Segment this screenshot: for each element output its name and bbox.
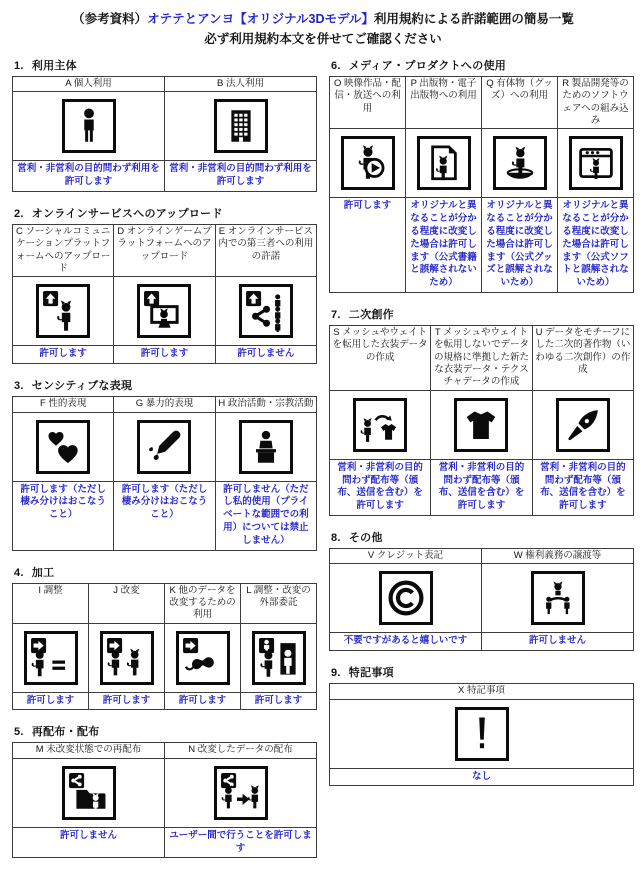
software-window-icon bbox=[569, 136, 623, 190]
section-7 bbox=[329, 306, 634, 516]
section-title: センシティブな表現 bbox=[31, 380, 133, 393]
cell-p-icon-cell bbox=[406, 129, 482, 198]
cell-w-icon-cell bbox=[482, 564, 634, 633]
podium-speaker-icon bbox=[239, 420, 293, 474]
cell-i-permission: 許可します bbox=[13, 692, 89, 710]
section-5 bbox=[12, 723, 317, 858]
share-transfer-icon bbox=[214, 766, 268, 820]
cell-n-header: N 改変したデータの配布 bbox=[165, 743, 317, 758]
publication-page-icon bbox=[417, 136, 471, 190]
modify-avatars-icon bbox=[100, 631, 154, 685]
video-play-icon bbox=[341, 136, 395, 190]
section-title: 再配布・配布 bbox=[31, 726, 100, 739]
cell-f-permission: 許可します（ただし棲み分けはおこなうこと） bbox=[13, 481, 114, 550]
section-number: 9. bbox=[331, 667, 341, 680]
cell-v-permission: 不要ですがあると嬉しいです bbox=[330, 633, 482, 651]
cell-p-permission: オリジナルと異なることが分かる程度に改変した場合は許可します（公式書籍と誤解されないため） bbox=[406, 198, 482, 293]
left-column bbox=[12, 57, 317, 871]
cell-w-header: W 権利義務の譲渡等 bbox=[482, 549, 634, 564]
share-folder-icon bbox=[62, 766, 116, 820]
section-number: 2. bbox=[14, 207, 24, 220]
cell-k-icon-cell bbox=[165, 623, 241, 692]
title-suffix: 利用規約による許諾範囲の簡易一覧 bbox=[373, 12, 574, 26]
cell-c-permission: 許可します bbox=[13, 346, 114, 364]
cell-h-header: H 政治活動・宗教活動 bbox=[215, 397, 316, 412]
right-column bbox=[329, 57, 634, 799]
section-heading bbox=[14, 57, 317, 73]
transfer-rights-icon bbox=[531, 571, 585, 625]
pen-nib-icon bbox=[556, 398, 610, 452]
section-number: 6. bbox=[331, 60, 341, 72]
cell-i-header: I 調整 bbox=[13, 583, 89, 623]
section-number: 3. bbox=[14, 380, 24, 393]
cell-d-header: D オンラインゲームプラットフォームへのアップロード bbox=[114, 224, 215, 276]
cell-v-icon-cell bbox=[330, 564, 482, 633]
cell-i-icon-cell bbox=[13, 623, 89, 692]
adjust-equal-icon bbox=[24, 631, 78, 685]
title-prefix: （参考資料） bbox=[72, 12, 148, 26]
upload-share-users-icon bbox=[239, 284, 293, 338]
person-icon bbox=[62, 99, 116, 153]
costume-reuse-icon bbox=[353, 398, 407, 452]
cell-u-permission: 営利・非営利の目的問わず配布等（頒布、送信を含む）を許可します bbox=[532, 459, 633, 515]
permission-table bbox=[12, 396, 317, 550]
cell-u-header: U データをモチーフにした二次的著作物（いわゆる二次創作）の作成 bbox=[532, 326, 633, 391]
section-title: オンラインサービスへのアップロード bbox=[31, 207, 223, 220]
knife-icon bbox=[137, 420, 191, 474]
section-title: 二次創作 bbox=[348, 309, 394, 322]
ribbon-modify-icon bbox=[176, 631, 230, 685]
cell-r-icon-cell bbox=[558, 129, 634, 198]
section-heading bbox=[14, 205, 317, 221]
cell-g-permission: 許可します（ただし棲み分けはおこなうこと） bbox=[114, 481, 215, 550]
upload-game-platform-icon bbox=[137, 284, 191, 338]
cell-l-permission: 許可します bbox=[241, 692, 317, 710]
cell-r-header: R 製品開発等のためのソフトウェアへの組み込み bbox=[558, 77, 634, 129]
section-number: 1. bbox=[14, 60, 24, 72]
section-heading bbox=[331, 529, 634, 545]
section-6 bbox=[329, 57, 634, 293]
cell-k-header: K 他のデータを改変するための利用 bbox=[165, 583, 241, 623]
section-title: メディア・プロダクトへの使用 bbox=[348, 60, 507, 72]
cell-j-icon-cell bbox=[89, 623, 165, 692]
cell-s-permission: 営利・非営利の目的問わず配布等（頒布、送信を含む）を許可します bbox=[330, 459, 431, 515]
upload-avatar-icon bbox=[36, 284, 90, 338]
cell-k-permission: 許可します bbox=[165, 692, 241, 710]
cell-b-permission: 営利・非営利の目的問わず利用を許可します bbox=[165, 161, 317, 192]
section-heading bbox=[14, 377, 317, 393]
cell-o-header: O 映像作品・配信・放送への利用 bbox=[330, 77, 406, 129]
cell-h-icon-cell bbox=[215, 412, 316, 481]
cell-b-icon-cell bbox=[165, 92, 317, 161]
cell-o-icon-cell bbox=[330, 129, 406, 198]
outsource-door-icon bbox=[252, 631, 306, 685]
section-title: その他 bbox=[348, 532, 383, 545]
cell-m-icon-cell bbox=[13, 758, 165, 827]
cell-b-header: B 法人利用 bbox=[165, 77, 317, 92]
section-heading bbox=[331, 306, 634, 322]
permission-table bbox=[12, 742, 317, 858]
title-highlight: オテテとアンヨ【オリジナル3Dモデル】 bbox=[147, 12, 374, 26]
section-1 bbox=[12, 57, 317, 192]
cell-m-permission: 許可しません bbox=[13, 827, 165, 858]
section-heading bbox=[14, 723, 317, 739]
section-number: 5. bbox=[14, 726, 24, 739]
cell-o-permission: 許可します bbox=[330, 198, 406, 293]
permission-table bbox=[329, 76, 634, 293]
cell-c-icon-cell bbox=[13, 277, 114, 346]
section-number: 4. bbox=[14, 566, 24, 579]
permission-table bbox=[329, 548, 634, 651]
section-title: 利用主体 bbox=[31, 60, 77, 72]
cell-j-header: J 改変 bbox=[89, 583, 165, 623]
cell-q-permission: オリジナルと異なることが分かる程度に改変した場合は許可します（公式グッズと誤解されないため） bbox=[482, 198, 558, 293]
permission-table bbox=[12, 583, 317, 711]
exclamation-icon bbox=[455, 707, 509, 761]
cell-d-permission: 許可します bbox=[114, 346, 215, 364]
section-title: 加工 bbox=[31, 566, 55, 579]
section-8 bbox=[329, 529, 634, 651]
cell-e-permission: 許可しません bbox=[215, 346, 316, 364]
office-building-icon bbox=[214, 99, 268, 153]
section-9 bbox=[329, 664, 634, 786]
cell-s-header: S メッシュやウェイトを転用した衣装データの作成 bbox=[330, 326, 431, 391]
cell-x-icon-cell bbox=[330, 699, 634, 768]
section-heading bbox=[331, 57, 634, 73]
cell-w-permission: 許可しません bbox=[482, 633, 634, 651]
cell-l-icon-cell bbox=[241, 623, 317, 692]
cell-a-header: A 個人利用 bbox=[13, 77, 165, 92]
cell-u-icon-cell bbox=[532, 390, 633, 459]
cell-p-header: P 出版物・電子出版物への利用 bbox=[406, 77, 482, 129]
copyright-icon bbox=[379, 571, 433, 625]
cell-x-header: X 特記事項 bbox=[330, 684, 634, 699]
cell-f-icon-cell bbox=[13, 412, 114, 481]
cell-n-permission: ユーザー間で行うことを許可します bbox=[165, 827, 317, 858]
cell-e-header: E オンラインサービス内での第三者への利用の許諾 bbox=[215, 224, 316, 276]
cell-m-header: M 未改変状態での再配布 bbox=[13, 743, 165, 758]
columns bbox=[12, 57, 634, 871]
cell-g-header: G 暴力的表現 bbox=[114, 397, 215, 412]
permission-table bbox=[329, 683, 634, 786]
cell-r-permission: オリジナルと異なることが分かる程度に改変した場合は許可します（公式ソフトと誤解されないため） bbox=[558, 198, 634, 293]
cell-l-header: L 調整・改変の外部委託 bbox=[241, 583, 317, 623]
section-4 bbox=[12, 564, 317, 711]
document-subtitle: 必ず利用規約本文を併せてご確認ください bbox=[204, 32, 442, 46]
cell-d-icon-cell bbox=[114, 277, 215, 346]
cell-x-permission: なし bbox=[330, 768, 634, 786]
cell-q-header: Q 有体物（グッズ）への利用 bbox=[482, 77, 558, 129]
section-3 bbox=[12, 377, 317, 550]
cell-h-permission: 許可しません（ただし私的使用（プライベートな範囲での利用）については禁止しません） bbox=[215, 481, 316, 550]
cell-e-icon-cell bbox=[215, 277, 316, 346]
permission-table bbox=[12, 224, 317, 364]
cell-f-header: F 性的表現 bbox=[13, 397, 114, 412]
cell-v-header: V クレジット表記 bbox=[330, 549, 482, 564]
permission-table bbox=[329, 325, 634, 516]
document-title bbox=[12, 9, 634, 29]
cell-t-permission: 営利・非営利の目的問わず配布等（頒布、送信を含む）を許可します bbox=[431, 459, 532, 515]
cell-t-header: T メッシュやウェイトを転用しないでデータの規格に準拠した新たな衣装データ・テクスチャデータの作成 bbox=[431, 326, 532, 391]
shirt-icon bbox=[454, 398, 508, 452]
cell-a-permission: 営利・非営利の目的問わず利用を許可します bbox=[13, 161, 165, 192]
section-heading bbox=[14, 564, 317, 580]
cell-j-permission: 許可します bbox=[89, 692, 165, 710]
cell-q-icon-cell bbox=[482, 129, 558, 198]
hearts-icon bbox=[36, 420, 90, 474]
section-number: 7. bbox=[331, 309, 341, 322]
section-number: 8. bbox=[331, 532, 341, 545]
section-2 bbox=[12, 205, 317, 364]
cell-a-icon-cell bbox=[13, 92, 165, 161]
section-title: 特記事項 bbox=[348, 667, 394, 680]
section-heading bbox=[331, 664, 634, 680]
cell-s-icon-cell bbox=[330, 390, 431, 459]
cell-t-icon-cell bbox=[431, 390, 532, 459]
cell-n-icon-cell bbox=[165, 758, 317, 827]
cell-g-icon-cell bbox=[114, 412, 215, 481]
permission-table bbox=[12, 76, 317, 192]
figurine-icon bbox=[493, 136, 547, 190]
cell-c-header: C ソーシャルコミュニケーションプラットフォームへのアップロード bbox=[13, 224, 114, 276]
